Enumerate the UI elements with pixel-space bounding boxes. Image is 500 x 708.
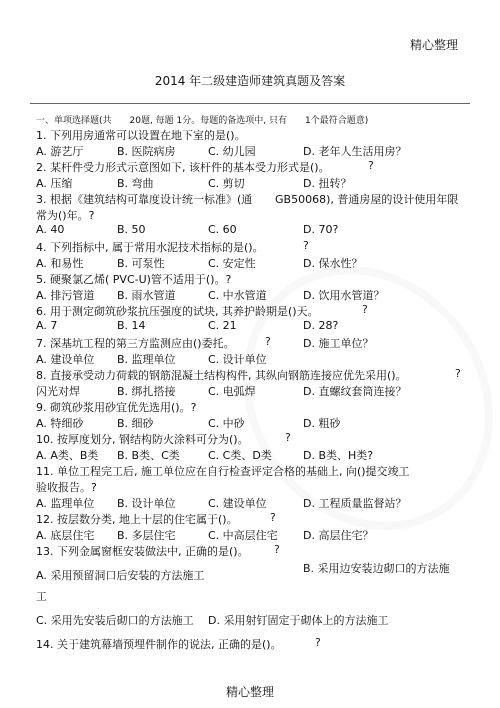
document-line: D. 饮用水管道？ — [303, 289, 385, 302]
document-line: 6. 用于测定砌筑砂浆抗压强度的试块, 其养护龄期是()天。 — [36, 305, 319, 318]
document-line: B. 雨水管道 — [117, 289, 176, 302]
document-line: 验收报告。? — [36, 481, 97, 494]
document-line: A. 监理单位 — [36, 497, 95, 510]
document-line: D. B类、H类? — [303, 449, 374, 462]
document-line: A. 和易性 — [36, 257, 84, 270]
document-line: C. 中水管道 — [208, 289, 267, 302]
document-line: B. 50 — [117, 223, 146, 236]
document-line: B. 细砂 — [117, 417, 154, 430]
footer-label: 精心整理 — [225, 685, 274, 699]
section-instructions: 一、单项选择题(共 20题, 每题 1分。每题的备选项中, 只有 1个最符合题意) — [36, 116, 369, 126]
document-line: B. 多层住宅 — [117, 529, 176, 542]
document-line: C. 剪切 — [208, 177, 245, 190]
document-line: A. 7 — [36, 319, 58, 332]
document-line: D. 施工单位？ — [303, 337, 374, 350]
document-line: 8. 直接承受动力荷载的钢筋混凝土结构构件, 其纵向钢筋连接应优先采用()。 — [36, 369, 407, 382]
title-divider — [30, 103, 470, 104]
document-line: D. 直螺纹套筒连接？ — [303, 385, 407, 398]
document-line: B. 监理单位 — [117, 353, 176, 366]
document-line: C. 中高层住宅 — [208, 529, 278, 542]
document-line: C. 电弧焊 — [208, 385, 256, 398]
document-line: B. 14 — [117, 319, 146, 332]
document-line: 4. 下列指标中, 属于常用水泥技术指标的是()。 — [36, 241, 264, 254]
document-line: 1. 下列用房通常可以设置在地下室的是()。 — [36, 129, 246, 142]
document-line: 11. 单位工程完工后, 施工单位应在自行检查评定合格的基础上, 向()提交竣工 — [36, 465, 410, 478]
document-line: C. 60 — [208, 223, 237, 236]
document-line: C. 采用先安装后砌口的方法施工 — [36, 614, 194, 627]
document-line: B. 弯曲 — [117, 177, 154, 190]
document-line: 2. 某杆件受力形式示意图如下, 该杆件的基本受力形式是()。 — [36, 161, 330, 174]
document-line: A. 建设单位 — [36, 353, 95, 366]
document-line: D. 28? — [303, 319, 339, 332]
question-mark: ? — [303, 239, 309, 252]
question-mark: ? — [274, 543, 280, 556]
document-line: D. 工程质量监督站？ — [303, 497, 407, 510]
document-line: D. 粗砂 — [303, 417, 341, 430]
question-mark: ? — [368, 159, 374, 172]
document-line: A. 底层住宅 — [36, 529, 95, 542]
document-line: 13. 下列金属窗框安装做法中, 正确的是()。 — [36, 545, 249, 558]
document-line: A. 排污管道 — [36, 289, 95, 302]
question-mark: ? — [455, 367, 461, 380]
document-line: B. 医院病房 — [117, 145, 176, 158]
document-line: A. 游艺厅 — [36, 145, 84, 158]
document-line: B. 可泵性 — [117, 257, 165, 270]
question-mark: ? — [285, 431, 291, 444]
document-line: C. 设计单位 — [208, 353, 267, 366]
document-line: 12. 按层数分类, 地上十层的住宅属于()。 — [36, 513, 238, 526]
document-line: B. 绑扎搭接 — [117, 385, 176, 398]
document-line: A. 特细砂 — [36, 417, 84, 430]
document-line: C. 安定性 — [208, 257, 256, 270]
document-line: 10. 按厚度划分, 钢结构防火涂料可分为()。 — [36, 433, 249, 446]
document-line: 14. 关于建筑幕墙预埋件制作的说法, 正确的是()。 — [36, 638, 282, 651]
document-line: D. 采用射钉固定于砌体上的方法施工 — [208, 614, 389, 627]
document-line: D. 扭转？ — [303, 177, 352, 190]
document-line: 闪光对焊 — [36, 385, 80, 398]
document-line: C. 21 — [208, 319, 237, 332]
document-line: C. 建设单位 — [208, 497, 267, 510]
document-line: A. 采用预留洞口后安装的方法施工 — [36, 569, 205, 582]
document-line: 7. 深基坑工程的第三方监测应由()委托。 — [36, 337, 235, 350]
document-line: B. B类、C类 — [117, 449, 180, 462]
document-line: 工 — [36, 590, 47, 603]
question-mark: ? — [362, 303, 368, 316]
document-line: 3. 根据《建筑结构可靠度设计统一标准》(通 — [36, 193, 253, 206]
question-mark: ? — [265, 335, 271, 348]
document-line: D. 老年人生活用房？ — [303, 145, 407, 158]
document-line: C. C类、D类 — [208, 449, 272, 462]
document-line: D. 保水性？ — [303, 257, 363, 270]
document-line: A. 40 — [36, 223, 65, 236]
header-label: 精心整理 — [409, 38, 458, 52]
page-title: 2014 年二级建造师建筑真题及答案 — [154, 74, 346, 88]
document-line: 5. 硬聚氯乙烯( PVC-U)管不适用于()。? — [36, 273, 232, 286]
document-line: A. A类、B类 — [36, 449, 99, 462]
document-line: A. 压缩 — [36, 177, 73, 190]
question-mark: ? — [270, 511, 276, 524]
document-line: C. 幼儿园 — [208, 145, 256, 158]
document-line: D. 高层住宅？ — [303, 529, 374, 542]
document-line: B. 采用边安装边砌口的方法施 — [303, 562, 450, 575]
document-line: 9. 砌筑砂浆用砂宜优先选用()。? — [36, 401, 197, 414]
question-mark: ? — [315, 636, 321, 649]
document-line: C. 中砂 — [208, 417, 245, 430]
document-line: GB50068), 普通房屋的设计使用年限 — [275, 193, 459, 206]
document-line: D. 70? — [303, 223, 339, 236]
document-line: B. 设计单位 — [117, 497, 176, 510]
document-line: 常为()年。? — [36, 209, 95, 222]
